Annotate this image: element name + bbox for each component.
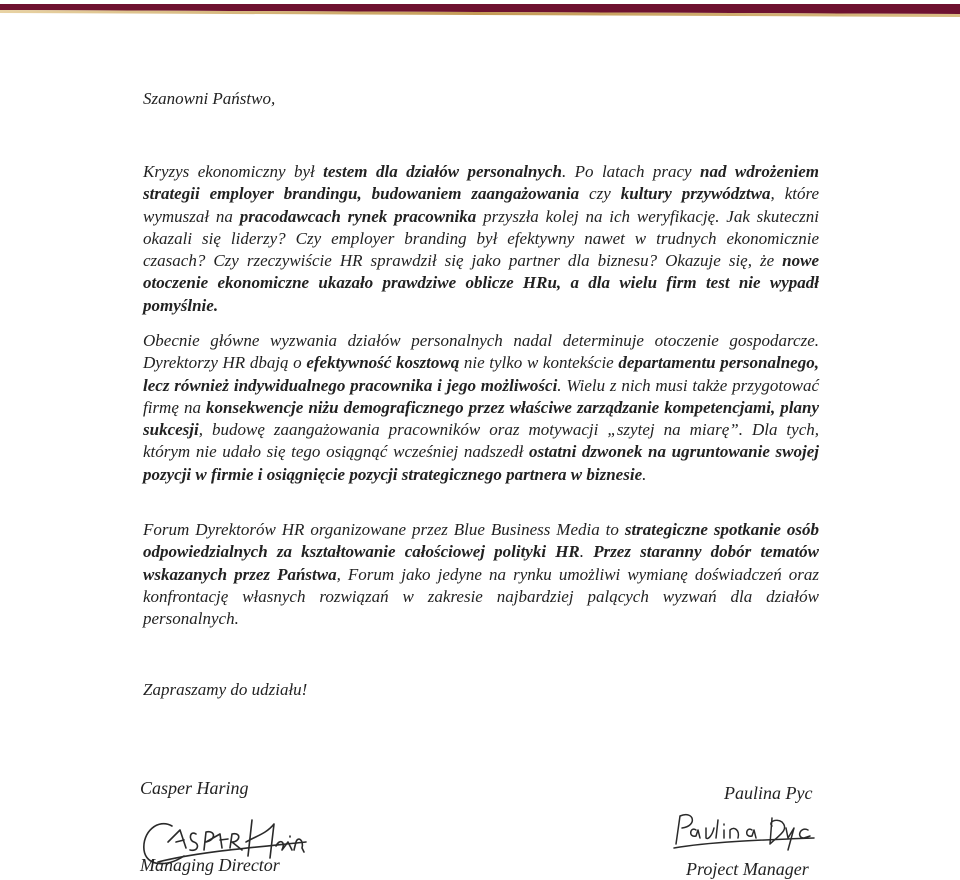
letter-paragraph-1: Kryzys ekonomiczny był testem dla działów personalnych. Po latach pracy nad wdrożeniem strategii employer brandingu, budowaniem zaangażowania czy kultury przywództwa, które wymuszał na pracodawcach rynek pracownika przyszła kolej na ich weryfikację. Jak skuteczni okazali się liderzy? Czy employer branding był efektywny nawet w trudnych ekonomicznie czasach? Czy rzeczywiście HR sprawdził się jako partner dla biznesu? Okazuje się, że nowe otoczenie ekonomiczne ukazało prawdziwe oblicze HRu, a dla wielu firm test nie wypadł pomyślnie. [143, 162, 819, 315]
signatory-left-name: Casper Haring [140, 778, 249, 798]
emphasis-text: kultury przywództwa [620, 184, 771, 204]
emphasis-text: ostatni dzwonek na ugruntowanie swojej pozycji w firmie i osiągnięcie pozycji strategicznego partnera w biznesie [143, 442, 819, 484]
emphasis-text: pracodawcach rynek pracownika [239, 206, 477, 226]
signatory-right-role: Project Manager [686, 859, 809, 879]
emphasis-text: konsekwencje niżu demograficznego przez właściwe zarządzanie kompetencjami, plany sukcesji [143, 397, 819, 440]
emphasis-text: efektywność kosztową [306, 353, 460, 373]
emphasis-text: strategiczne spotkanie osób odpowiedzialnych za kształtowanie całościowej polityki HR [143, 520, 819, 562]
signatory-right-name: Paulina Pyc [724, 783, 813, 803]
emphasis-text: Przez staranny dobór tematów wskazanych przez Państwa [143, 542, 820, 584]
letter-closing: Zapraszamy do udziału! [143, 680, 308, 699]
emphasis-text: nad wdrożeniem strategii employer brandingu, budowaniem zaangażowania [143, 162, 819, 204]
letter-greeting: Szanowni Państwo, [143, 89, 276, 108]
letter-paragraph-2: Obecnie główne wyzwania działów personalnych nadal determinuje otoczenie gospodarcze. Dyrektorzy HR dbają o efektywność kosztową nie tylko w kontekście departamentu personalnego, lecz również indywidualnego pracownika i jego możliwości. Wielu z nich musi także przygotować firmę na konsekwencje niżu demograficznego przez właściwe zarządzanie kompetencjami, plany sukcesji, budowę zaangażowania pracowników oraz motywacji „szytej na miarę”. Dla tych, którym nie udało się tego osiągnąć wcześniej nadszedł ostatni dzwonek na ugruntowanie swojej pozycji w firmie i osiągnięcie pozycji strategicznego partnera w biznesie. [143, 331, 819, 484]
decorative-header-bar [0, 0, 960, 22]
letter-paragraph-3: Forum Dyrektorów HR organizowane przez Blue Business Media to strategiczne spotkanie osób odpowiedzialnych za kształtowanie całościowej polityki HR. Przez staranny dobór tematów wskazanych przez Państwa, Forum jako jedyne na rynku umożliwi wymianę doświadczeń oraz konfrontację własnych rozwiązań w zakresie najbardziej palących wyzwań dla działów personalnych. [143, 520, 820, 629]
emphasis-text: nowe otoczenie ekonomiczne ukazało prawdziwe oblicze HRu, a dla wielu firm test nie wypadł pomyślnie. [143, 251, 819, 315]
signature-paulina-pyc [668, 808, 818, 858]
emphasis-text: departamentu personalnego, lecz również indywidualnego pracownika i jego możliwości [143, 353, 819, 395]
signatory-left-role: Managing Director [140, 855, 280, 875]
emphasis-text: testem dla działów personalnych [323, 162, 562, 181]
